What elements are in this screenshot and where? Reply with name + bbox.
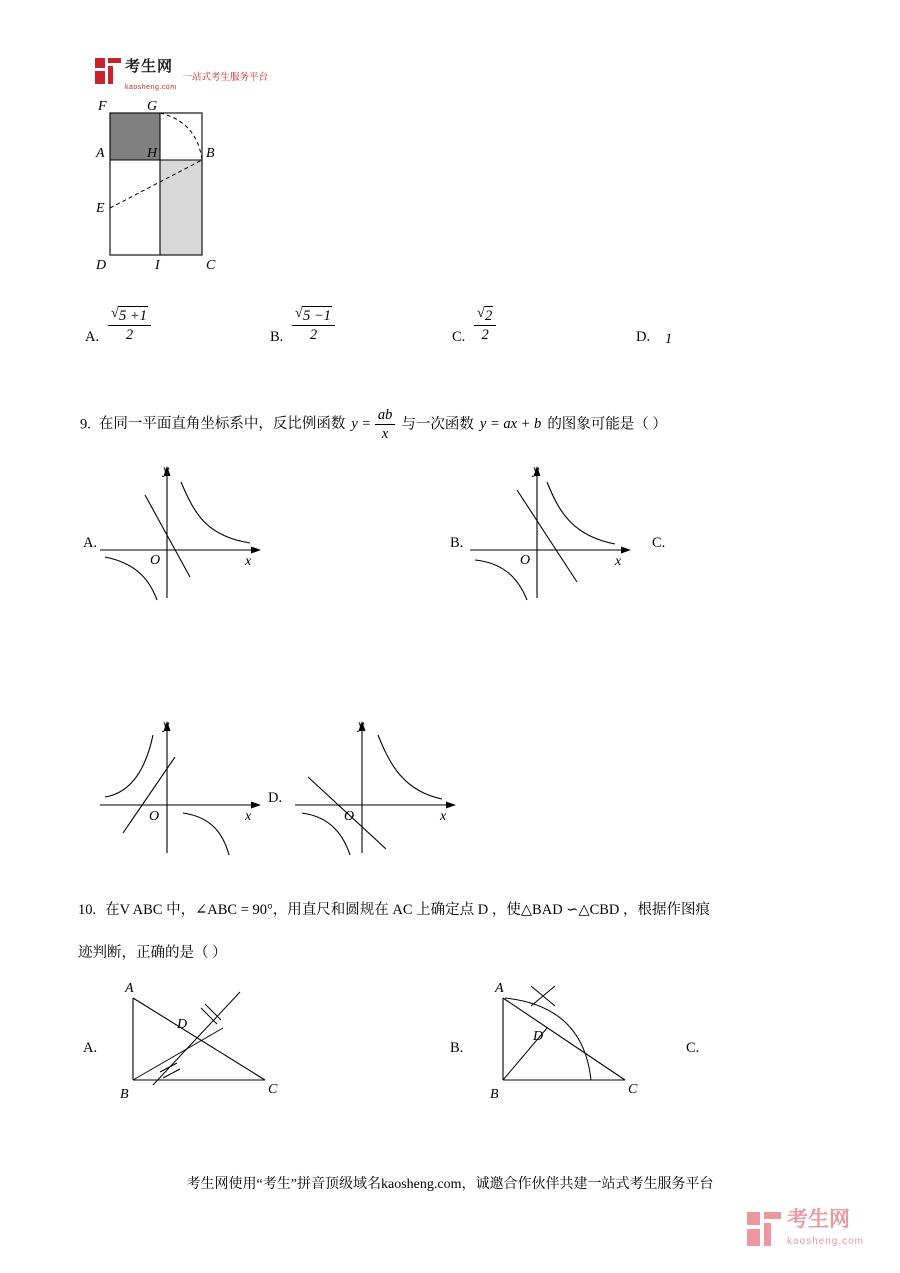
page-footer: 考生网使用“考生”拼音顶级域名kaosheng.com，诚邀合作伙伴共建一站式考生服务平台 — [186, 1177, 714, 1192]
option-c-letter-q9: C. — [652, 535, 666, 551]
question-10-line-1 — [78, 897, 710, 923]
svg-text:A: A — [125, 981, 134, 996]
svg-text:B: B — [490, 1087, 499, 1102]
option-d-value-q8: 1 — [665, 331, 673, 347]
svg-text:E: E — [96, 201, 105, 216]
question-9-linear-formula: y = ax + b — [479, 416, 542, 433]
svg-text:F: F — [98, 99, 107, 114]
logo-slogan: 一站式考生服务平台 — [182, 72, 269, 83]
question-9-number: 9. — [80, 416, 91, 433]
svg-text:G: G — [147, 99, 158, 114]
svg-text:x: x — [245, 554, 252, 569]
option-b-value-q8: √ $\frac{5 -1}{2}$ — [292, 305, 335, 344]
svg-text:D: D — [96, 258, 107, 273]
site-logo — [95, 58, 268, 94]
svg-text:C: C — [206, 258, 216, 273]
figure-question-8 — [85, 98, 245, 273]
option-a-value-q8: √ $\frac{5 +1}{2}$ — [108, 305, 151, 344]
svg-text:O: O — [344, 809, 355, 824]
figure-q9-option-d — [290, 715, 460, 860]
svg-text:D: D — [177, 1017, 188, 1032]
svg-text:B: B — [206, 146, 215, 161]
svg-text:A: A — [495, 981, 504, 996]
svg-text:y: y — [533, 463, 540, 478]
question-10-number: 10. — [78, 902, 97, 918]
figure-q10-option-a — [105, 980, 305, 1110]
svg-text:A: A — [96, 146, 105, 161]
watermark — [747, 1209, 864, 1249]
svg-text:I: I — [155, 258, 160, 273]
option-d-letter-q8: D. — [636, 329, 651, 345]
svg-text:y: y — [358, 718, 365, 733]
question-9-text-after: 的图象可能是（ ） — [547, 416, 667, 433]
watermark-name-cn: 考生网 — [786, 1208, 850, 1231]
question-9-inverse-formula: y = $\frac{ab}{x}$ — [351, 406, 395, 443]
option-b-letter-q8: B. — [270, 329, 284, 345]
watermark-name-en: kaosheng.com — [786, 1236, 864, 1247]
logo-mark-icon — [95, 58, 121, 84]
svg-text:O: O — [520, 553, 531, 568]
option-a-letter-q8: A. — [85, 329, 100, 345]
question-9-stem — [80, 406, 667, 443]
svg-text:x: x — [615, 554, 622, 569]
svg-text:B: B — [120, 1087, 129, 1102]
svg-text:C: C — [268, 1082, 278, 1097]
logo-name-cn: 考生网 — [125, 58, 174, 75]
option-b-letter-q10: B. — [450, 1040, 464, 1056]
option-c-letter-q10: C. — [686, 1040, 700, 1056]
svg-text:y: y — [163, 718, 170, 733]
watermark-mark-icon — [747, 1212, 781, 1246]
svg-text:x: x — [245, 809, 252, 824]
option-c-letter-q8: C. — [452, 329, 466, 345]
option-d-letter-q9: D. — [268, 790, 283, 806]
svg-text:x: x — [440, 809, 447, 824]
option-b-letter-q9: B. — [450, 535, 464, 551]
svg-text:C: C — [628, 1082, 638, 1097]
figure-q9-option-a — [95, 460, 265, 605]
question-10-line-2 — [78, 940, 227, 966]
watermark-text-block — [787, 1209, 864, 1249]
svg-text:H: H — [147, 146, 158, 161]
svg-text:O: O — [150, 553, 161, 568]
svg-text:y: y — [163, 463, 170, 478]
option-a-letter-q9: A. — [83, 535, 98, 551]
question-9-text-before: 在同一平面直角坐标系中，反比例函数 — [98, 416, 346, 433]
svg-text:D: D — [533, 1029, 544, 1044]
question-10-text-1: 在V ABC 中，∠ABC = 90°，用直尺和圆规在 AC 上确定点 D ，使△BAD ∽△CBD ，根据作图痕 — [105, 902, 711, 918]
option-c-value-q8: √ $\frac{2}{2}$ — [474, 305, 496, 344]
figure-q9-option-b — [465, 460, 635, 605]
logo-name-en: kaosheng.com — [125, 84, 177, 91]
option-a-letter-q10: A. — [83, 1040, 98, 1056]
question-9-text-middle: 与一次函数 — [401, 416, 474, 433]
figure-q9-option-c — [95, 715, 265, 860]
figure-q10-option-b — [475, 980, 675, 1110]
logo-text-block — [125, 58, 177, 94]
svg-text:O: O — [149, 809, 160, 824]
question-10-text-2: 迹判断，正确的是（ ） — [78, 945, 227, 961]
